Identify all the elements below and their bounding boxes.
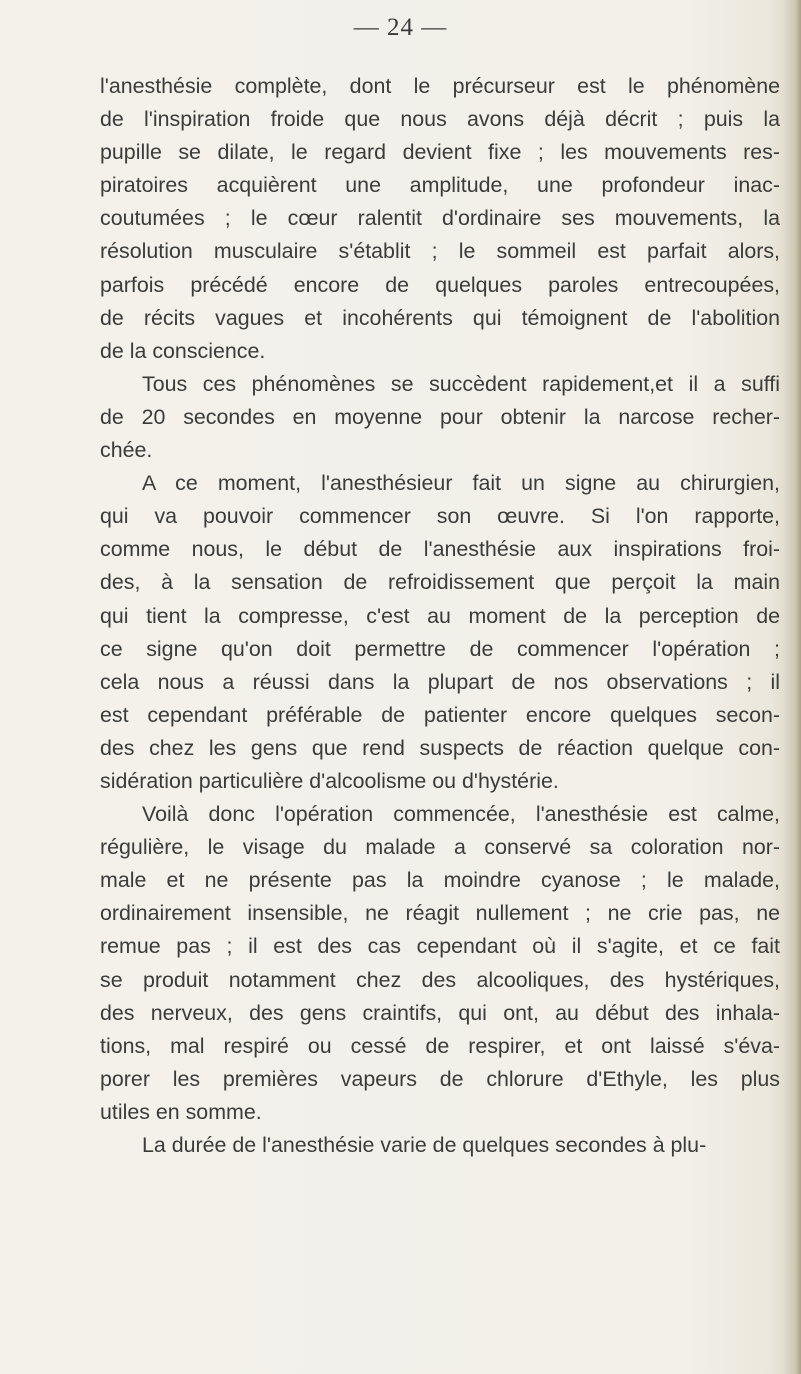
text-line: est cependant préférable de patienter encore quelques secon- (100, 702, 780, 727)
text-line: chée. (100, 438, 153, 463)
text-line: de l'inspiration froide que nous avons déjà décrit ; puis la (100, 107, 780, 132)
text-line: utiles en somme. (100, 1099, 262, 1124)
text-line: pupille se dilate, le regard devient fixe ; les mouvements res- (100, 140, 780, 165)
text-line: qui tient la compresse, c'est au moment de la perception de (100, 603, 780, 628)
text-line: parfois précédé encore de quelques paroles entrecoupées, (100, 272, 780, 297)
text-line: remue pas ; il est des cas cependant où il s'agite, et ce fait (100, 934, 780, 959)
text-line: A ce moment, l'anesthésieur fait un signe au chirurgien, (142, 471, 780, 496)
text-line: Tous ces phénomènes se succèdent rapidement,et il a suffi (142, 371, 780, 396)
text-line: de récits vagues et incohérents qui témoignent de l'abolition (100, 305, 780, 330)
text-line: des nerveux, des gens craintifs, qui ont, au début des inhala- (100, 1000, 780, 1025)
body-text (100, 70, 780, 1162)
text-line: male et ne présente pas la moindre cyanose ; le malade, (100, 868, 780, 893)
text-line: des, à la sensation de refroidissement que perçoit la main (100, 570, 780, 595)
text-line: Voilà donc l'opération commencée, l'anesthésie est calme, (142, 802, 780, 827)
text-line: résolution musculaire s'établit ; le sommeil est parfait alors, (100, 239, 780, 264)
page-number: — 24 — (353, 14, 448, 41)
text-line: ce signe qu'on doit permettre de commencer l'opération ; (100, 636, 780, 661)
text-line: porer les premières vapeurs de chlorure d'Ethyle, les plus (100, 1066, 780, 1091)
text-line: régulière, le visage du malade a conservé sa coloration nor- (100, 835, 780, 860)
page-edge-shadow (783, 0, 801, 1374)
text-line: cela nous a réussi dans la plupart de nos observations ; il (100, 669, 780, 694)
text-line: piratoires acquièrent une amplitude, une profondeur inac- (100, 173, 780, 198)
text-line: La durée de l'anesthésie varie de quelques secondes à plu- (142, 1133, 707, 1157)
text-line: sidération particulière d'alcoolisme ou d'hystérie. (100, 768, 559, 793)
text-line: se produit notamment chez des alcooliques, des hystériques, (100, 967, 780, 992)
text-line: coutumées ; le cœur ralentit d'ordinaire ses mouvements, la (100, 206, 780, 231)
text-line: comme nous, le début de l'anesthésie aux inspirations froi- (100, 537, 780, 562)
text-line: de 20 secondes en moyenne pour obtenir la narcose recher- (100, 404, 780, 429)
text-line: des chez les gens que rend suspects de réaction quelque con- (100, 735, 780, 760)
text-line: tions, mal respiré ou cessé de respirer, et ont laissé s'éva- (100, 1033, 780, 1058)
text-line: qui va pouvoir commencer son œuvre. Si l'on rapporte, (100, 504, 780, 529)
text-line: ordinairement insensible, ne réagit nullement ; ne crie pas, ne (100, 901, 780, 926)
text-line: l'anesthésie complète, dont le précurseur est le phénomène (100, 74, 780, 98)
text-line: de la conscience. (100, 338, 266, 363)
